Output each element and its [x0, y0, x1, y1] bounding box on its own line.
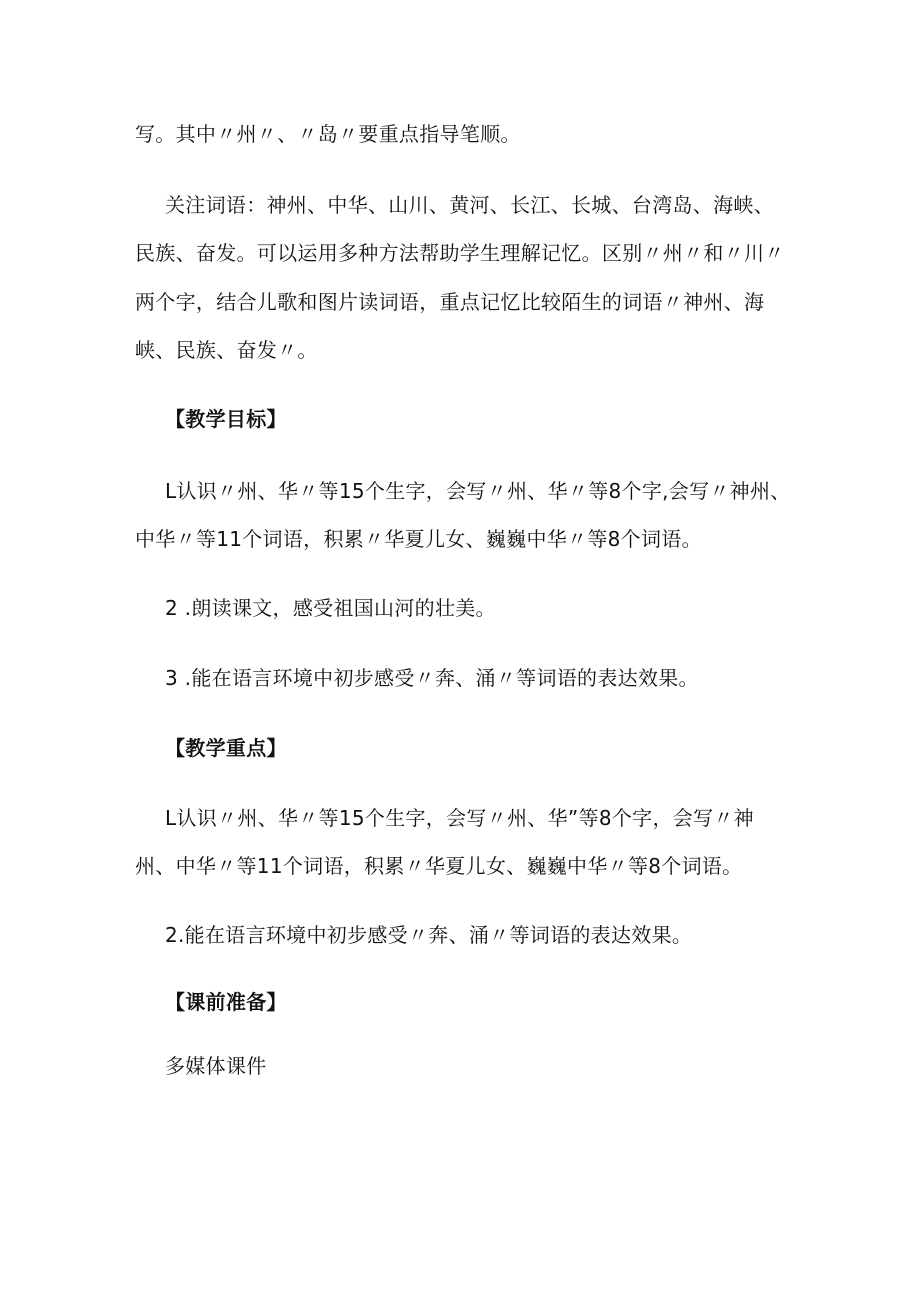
goals-item-1-line-2: 中华〃等11个词语，积累〃华夏儿女、巍巍中华〃等8个词语。	[135, 527, 702, 551]
vocab-line-3: 两个字，结合儿歌和图片读词语，重点记忆比较陌生的词语〃神州、海	[135, 290, 765, 314]
goals-item-3: 3 .能在语言环境中初步感受〃奔、涌〃等词语的表达效果。	[165, 666, 699, 690]
key-points-item-1-line-2: 州、中华〃等11个词语，积累〃华夏儿女、巍巍中华〃等8个词语。	[135, 854, 743, 878]
intro-line: 写。其中〃州〃、〃岛〃要重点指导笔顺。	[135, 122, 521, 146]
vocab-line-4: 峡、民族、奋发〃。	[135, 338, 318, 362]
key-points-item-2: 2.能在语言环境中初步感受〃奔、涌〃等词语的表达效果。	[165, 923, 693, 947]
goals-item-2: 2 .朗读课文，感受祖国山河的壮美。	[165, 596, 496, 620]
goals-item-1-line-1: L认识〃州、华〃等15个生字，会写〃州、华〃等8个字,会写〃神州、	[165, 479, 791, 503]
preparation-heading: 【课前准备】	[165, 990, 287, 1014]
preparation-content: 多媒体课件	[165, 1054, 267, 1078]
key-points-heading: 【教学重点】	[165, 736, 287, 760]
key-points-item-1-line-1: L认识〃州、华〃等15个生字，会写〃州、华”等8个字，会写〃神	[165, 806, 754, 830]
vocab-line-1: 关注词语：神州、中华、山川、黄河、长江、长城、台湾岛、海峡、	[165, 193, 774, 217]
goals-heading: 【教学目标】	[165, 407, 287, 431]
vocab-line-2: 民族、奋发。可以运用多种方法帮助学生理解记忆。区别〃州〃和〃川〃	[135, 241, 785, 265]
